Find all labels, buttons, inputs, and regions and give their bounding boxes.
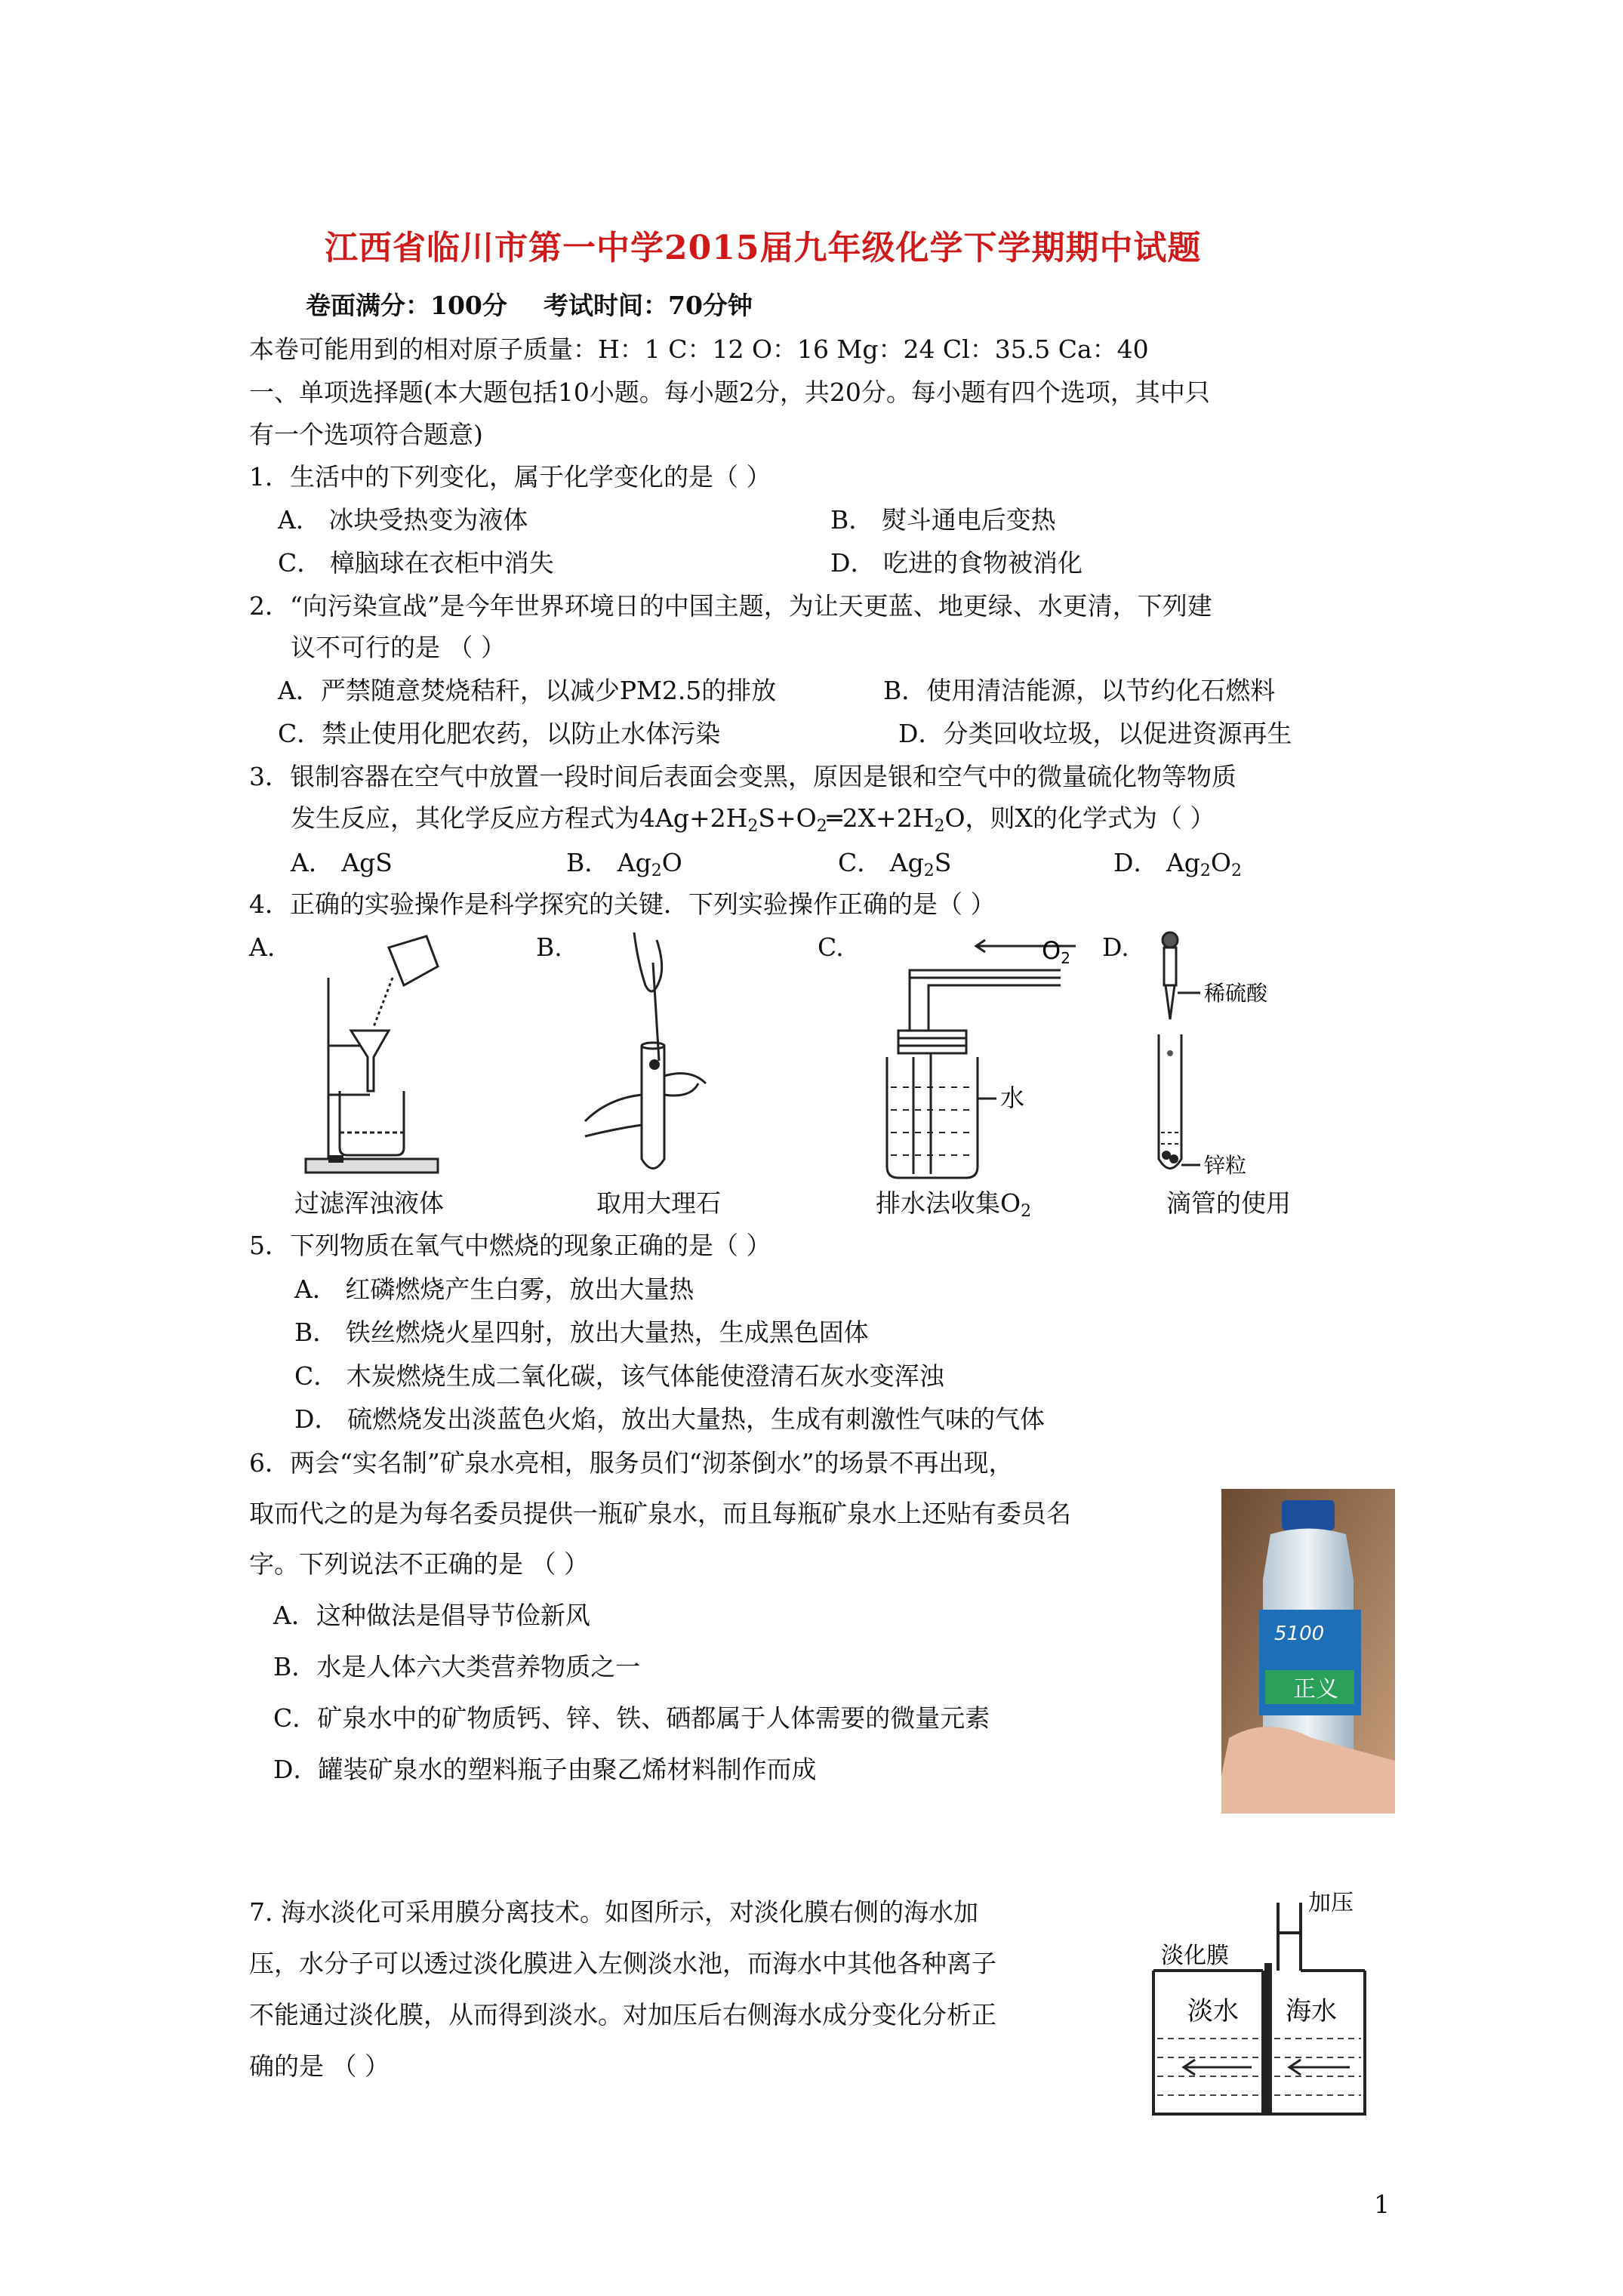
- q6-option-c: C．矿泉水中的矿物质钙、锌、铁、硒都属于人体需要的微量元素: [273, 1703, 990, 1733]
- q4-option-d-label: D.: [1102, 932, 1129, 962]
- q6-option-d: D．罐装矿泉水的塑料瓶子由聚乙烯材料制作而成: [273, 1755, 817, 1784]
- q7-stem-line3: 不能通过淡化膜，从而得到淡水。对加压后右侧海水成分变化分析正: [249, 2000, 996, 2029]
- q7-stem-line4: 确的是 （ ）: [249, 2051, 390, 2081]
- q6-stem-line1: 6．两会“实名制”矿泉水亮相，服务员们“沏茶倒水”的场景不再出现，: [249, 1448, 1014, 1478]
- fresh-water-label: 淡水: [1187, 1996, 1239, 2026]
- acid-label: 稀硫酸: [1204, 981, 1268, 1006]
- q1-option-b: B． 熨斗通电后变热: [830, 505, 1056, 535]
- svg-text:5100: 5100: [1274, 1623, 1325, 1645]
- q3-stem-line2: 发生反应，其化学反应方程式为$4Ag+2H_2S+O_2═2X+2H_2O$，则X的化学式为（ ）: [291, 803, 1215, 836]
- q6-option-b: B．水是人体六大类营养物质之一: [273, 1652, 641, 1681]
- q4-caption-b: 取用大理石: [596, 1188, 721, 1218]
- page-number: 1: [1374, 2190, 1390, 2219]
- exam-time: 考试时间：70分钟: [544, 291, 753, 320]
- q3-option-c: C． $Ag_2S$: [838, 848, 952, 880]
- dropper-figure: [1147, 925, 1321, 1182]
- desalination-membrane-figure: [1138, 1888, 1395, 2137]
- q4-option-b-label: B.: [536, 932, 562, 962]
- q5-option-c: C． 木炭燃烧生成二氧化碳，该气体能使澄清石灰水变浑浊: [294, 1361, 944, 1391]
- q2-option-a: A．严禁随意焚烧秸秆，以减少PM2.5的排放: [278, 676, 777, 705]
- q4-caption-d: 滴管的使用: [1166, 1188, 1291, 1218]
- filtration-apparatus-figure: [298, 932, 479, 1197]
- q6-stem-line3: 字。下列说法不正确的是 （ ）: [249, 1549, 589, 1579]
- o2-label: O2: [1042, 936, 1070, 967]
- q2-option-b: B．使用清洁能源，以节约化石燃料: [883, 676, 1276, 705]
- membrane-label: 淡化膜: [1161, 1943, 1229, 1969]
- q4-option-a-label: A.: [249, 932, 276, 962]
- q4-stem: 4．正确的实验操作是科学探究的关键．下列实验操作正确的是（ ）: [249, 889, 996, 919]
- gas-collection-figure: [872, 925, 1083, 1182]
- svg-text:正义: 正义: [1293, 1676, 1338, 1703]
- q3-option-d: D． $Ag_2O_2$: [1113, 848, 1242, 880]
- q1-stem: 1．生活中的下列变化，属于化学变化的是（ ）: [249, 462, 771, 492]
- q1-option-d: D． 吃进的食物被消化: [830, 548, 1083, 578]
- section-heading-line1: 一、单项选择题(本大题包括10小题。每小题2分，共20分。每小题有四个选项，其中只: [249, 378, 1210, 407]
- zinc-label: 锌粒: [1204, 1153, 1247, 1178]
- q2-option-c: C．禁止使用化肥农药，以防止水体污染: [278, 719, 721, 748]
- q5-option-b: B． 铁丝燃烧火星四射，放出大量热，生成黑色固体: [294, 1318, 869, 1347]
- mineral-water-bottle-photo: [1221, 1489, 1395, 1814]
- q4-caption-c: 排水法收集$O_2$: [876, 1188, 1032, 1221]
- q3-option-b: B． $Ag_2O$: [566, 848, 682, 880]
- q4-caption-a: 过滤浑浊液体: [294, 1188, 444, 1218]
- q2-stem-line1: 2．“向污染宣战”是今年世界环境日的中国主题，为让天更蓝、地更绿、水更清，下列建: [249, 591, 1212, 621]
- water-label: 水: [1000, 1083, 1025, 1112]
- q5-stem: 5．下列物质在氧气中燃烧的现象正确的是（ ）: [249, 1231, 771, 1260]
- pressure-label: 加压: [1308, 1890, 1354, 1916]
- q5-option-d: D． 硫燃烧发出淡蓝色火焰，放出大量热，生成有刺激性气味的气体: [294, 1404, 1045, 1434]
- q1-option-c: C． 樟脑球在衣柜中消失: [278, 548, 554, 578]
- q2-stem-line2: 议不可行的是 （ ）: [291, 633, 506, 662]
- section-heading-line2: 有一个选项符合题意): [249, 420, 483, 449]
- q3-option-a: A． AgS: [291, 848, 393, 877]
- marble-tube-figure: [570, 932, 736, 1182]
- full-score: 卷面满分：100分: [306, 291, 507, 320]
- q3-stem-line1: 3．银制容器在空气中放置一段时间后表面会变黑，原因是银和空气中的微量硫化物等物质: [249, 762, 1236, 791]
- page-title: 江西省临川市第一中学2015届九年级化学下学期期中试题: [325, 229, 1202, 267]
- q5-option-a: A． 红磷燃烧产生白雾，放出大量热: [294, 1274, 694, 1304]
- q1-option-a: A． 冰块受热变为液体: [278, 505, 528, 535]
- q4-option-c-label: C.: [818, 932, 844, 962]
- q7-stem-line1: 7. 海水淡化可采用膜分离技术。如图所示，对淡化膜右侧的海水加: [249, 1897, 978, 1927]
- atomic-masses: 本卷可能用到的相对原子质量：H：1 C：12 O：16 Mg：24 Cl：35.5 Ca：40: [249, 334, 1149, 364]
- sea-water-label: 海水: [1286, 1996, 1337, 2026]
- q2-option-d: D．分类回收垃圾，以促进资源再生: [898, 719, 1292, 748]
- q6-stem-line2: 取而代之的是为每名委员提供一瓶矿泉水，而且每瓶矿泉水上还贴有委员名: [249, 1499, 1071, 1528]
- q7-stem-line2: 压，水分子可以透过淡化膜进入左侧淡水池，而海水中其他各种离子: [249, 1949, 996, 1978]
- q6-option-a: A．这种做法是倡导节俭新风: [273, 1601, 590, 1630]
